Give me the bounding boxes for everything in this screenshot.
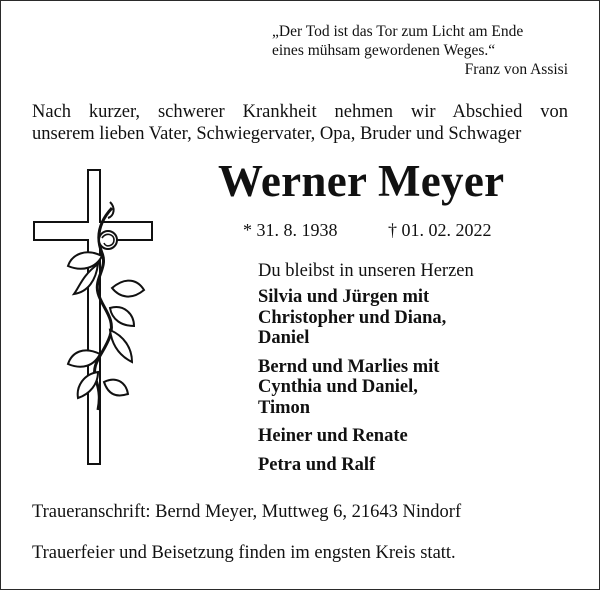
mourner-group	[258, 287, 568, 349]
mourner-line: Heiner und Renate	[258, 426, 408, 446]
mourner-line: Daniel	[258, 328, 310, 348]
mourners-list	[258, 287, 568, 483]
intro-text	[32, 101, 568, 145]
mourner-line: Bernd und Marlies mit	[258, 356, 440, 377]
mourner-group	[258, 455, 568, 476]
intro-line: unserem lieben Vater, Schwiegervater, Opa, Bruder und Schwager	[32, 124, 522, 144]
quote-author: Franz von Assisi	[464, 61, 568, 78]
mourner-line: Christopher und Diana,	[258, 307, 447, 328]
death-date: † 01. 02. 2022	[388, 220, 492, 240]
mourner-line: Silvia und Jürgen mit	[258, 287, 430, 307]
mourner-group	[258, 426, 568, 447]
mourner-line: Petra und Ralf	[258, 454, 376, 475]
mourner-group	[258, 357, 568, 419]
quote-line: „Der Tod ist das Tor zum Licht am Ende	[272, 23, 524, 40]
quote-block	[272, 22, 568, 79]
birth-date: * 31. 8. 1938	[243, 220, 338, 240]
mourner-line: Timon	[258, 397, 311, 418]
mourner-line: Cynthia und Daniel,	[258, 377, 418, 397]
service-notice: Trauerfeier und Beisetzung finden im engsten Kreis statt.	[32, 543, 456, 563]
mourning-address: Traueranschrift: Bernd Meyer, Muttweg 6, 21643 Nindorf	[32, 502, 462, 522]
cross-with-rose-icon	[28, 168, 168, 473]
motto-text: Du bleibst in unseren Herzen	[258, 261, 474, 281]
quote-line: eines mühsam gewordenen Weges.“	[272, 42, 496, 59]
deceased-name: Werner Meyer	[218, 156, 505, 206]
intro-line: Nach kurzer, schwerer Krankheit nehmen wir Abschied von	[32, 102, 568, 122]
